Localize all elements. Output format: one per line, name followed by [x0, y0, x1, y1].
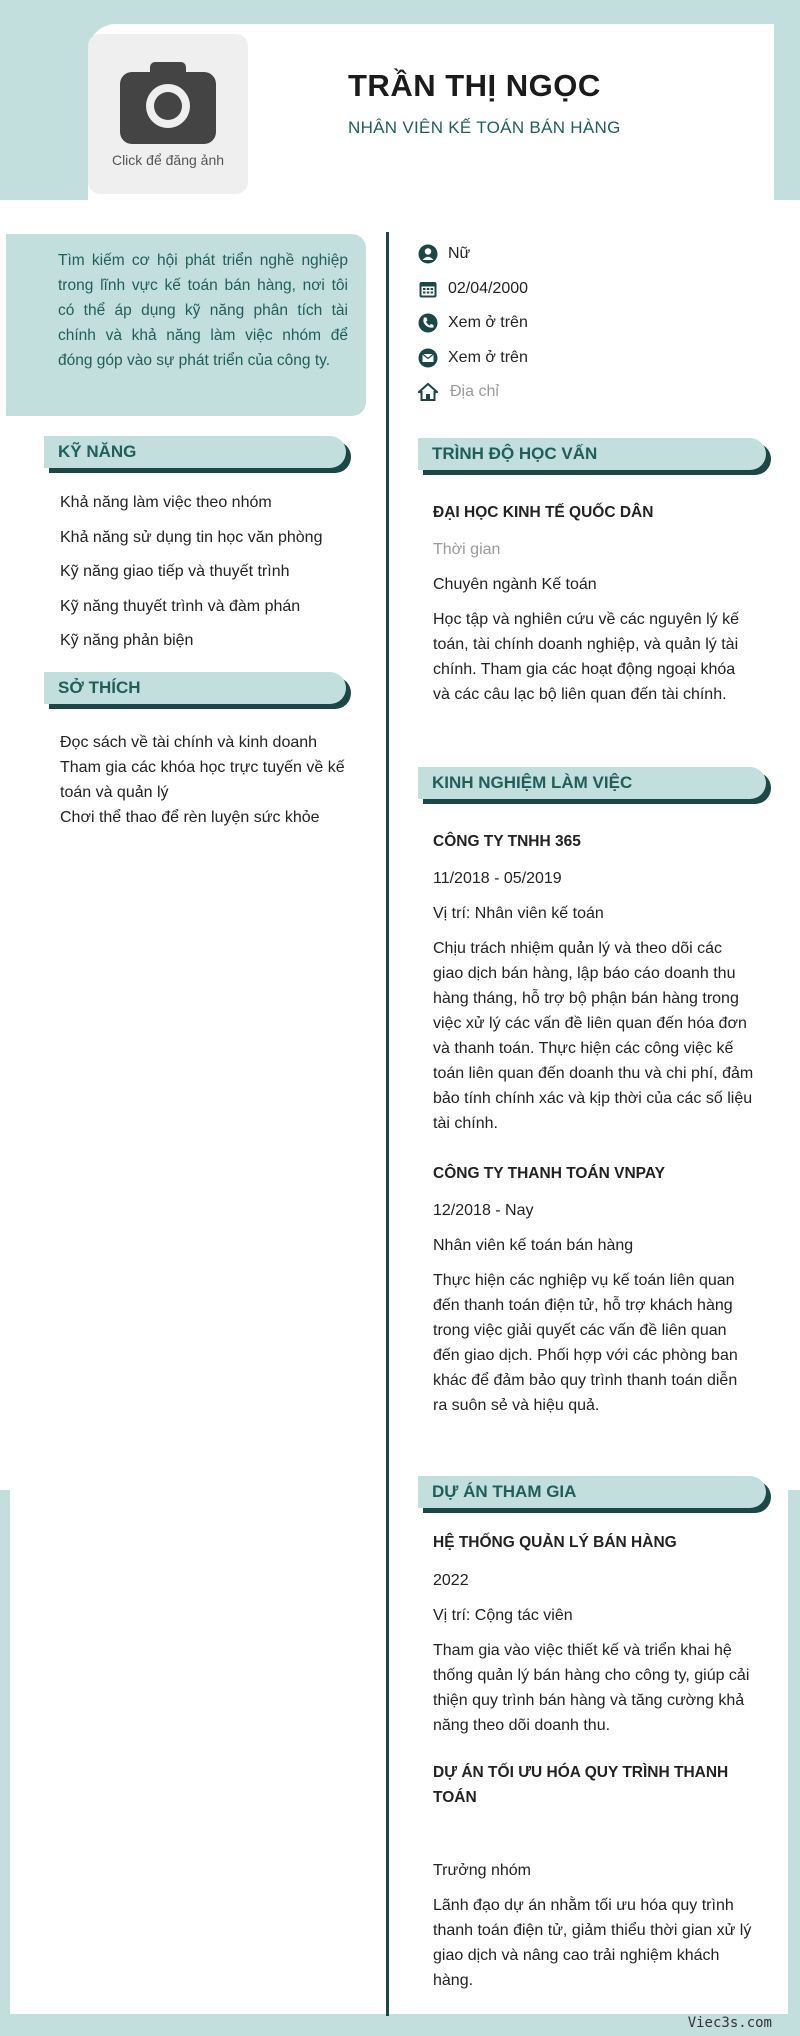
education-section-header: [418, 438, 766, 470]
column-divider: [386, 232, 389, 2016]
education-major: Chuyên ngành Kế toán: [433, 576, 597, 593]
header-notch: [0, 165, 70, 200]
skill-item: Kỹ năng phản biện: [60, 632, 194, 650]
projects-section-header: [418, 1476, 766, 1508]
project-year: 2022: [433, 1572, 469, 1589]
project-name: DỰ ÁN TỐI ƯU HÓA QUY TRÌNH THANH TOÁN: [433, 1764, 729, 1806]
experience-section-header: [418, 767, 766, 799]
contact-phone: [418, 313, 768, 348]
candidate-name: TRẦN THỊ NGỌC: [348, 68, 601, 103]
job-position: Nhân viên kế toán bán hàng: [433, 1237, 634, 1254]
project-description: Tham gia vào việc thiết kế và triển khai hệ thống quản lý bán hàng cho công ty, giúp cải thiện quy trình bán hàng và tăng cường khả năng theo dõi doanh thu.: [433, 1642, 750, 1734]
footer-bar: [0, 2014, 800, 2036]
phone-value: Xem ở trên: [448, 314, 528, 332]
project-role: Trưởng nhóm: [433, 1862, 531, 1879]
skills-section-header: [44, 436, 346, 468]
hobbies-title: SỞ THÍCH: [58, 678, 141, 697]
hobby-item: Đọc sách về tài chính và kinh doanh: [60, 734, 318, 751]
career-objective: Tìm kiếm cơ hội phát triển nghề nghiệp trong lĩnh vực kế toán bán hàng, nơi tôi có thể áp dụng kỹ năng phân tích tài chính và khả năng làm việc nhóm để đóng góp vào sự phát triển của công ty.: [6, 234, 366, 416]
hobby-item: Chơi thể thao để rèn luyện sức khỏe: [60, 809, 320, 826]
job-position: Vị trí: Nhân viên kế toán: [433, 905, 604, 922]
person-icon: [418, 244, 438, 264]
email-icon: [418, 348, 438, 368]
experience-title: KINH NGHIỆM LÀM VIỆC: [432, 773, 633, 792]
skill-item: Khả năng làm việc theo nhóm: [60, 494, 272, 511]
contact-birthday: [418, 279, 768, 314]
phone-icon: [418, 313, 438, 333]
project-role: Vị trí: Cộng tác viên: [433, 1607, 573, 1624]
skill-item: Kỹ năng thuyết trình và đàm phán: [60, 597, 301, 615]
contact-email: [418, 348, 768, 383]
contact-address: [418, 382, 768, 417]
job-company: CÔNG TY THANH TOÁN VNPAY: [433, 1165, 665, 1182]
camera-icon: [120, 60, 216, 144]
project-name: HỆ THỐNG QUẢN LÝ BÁN HÀNG: [433, 1534, 677, 1551]
watermark: Viec3s.com: [687, 2015, 772, 2031]
hobby-item: Tham gia các khóa học trực tuyến về kế toán và quản lý: [60, 759, 345, 801]
gender-value: Nữ: [448, 245, 471, 262]
skills-list: [60, 492, 360, 665]
contact-info: [418, 244, 768, 417]
education-time: Thời gian: [433, 541, 501, 558]
contact-gender: [418, 244, 768, 279]
skill-item: Kỹ năng giao tiếp và thuyết trình: [60, 563, 290, 581]
job-period: 11/2018 - 05/2019: [433, 870, 562, 887]
projects-title: DỰ ÁN THAM GIA: [432, 1482, 577, 1501]
home-icon: [418, 382, 438, 402]
calendar-icon: [418, 279, 438, 299]
skill-item: Khả năng sử dụng tin học văn phòng: [60, 528, 323, 546]
job-period: 12/2018 - Nay: [433, 1202, 534, 1219]
birthday-value: 02/04/2000: [448, 279, 529, 297]
hobbies-section-header: [44, 672, 346, 704]
address-value: Địa chỉ: [450, 383, 499, 401]
job-company: CÔNG TY TNHH 365: [433, 833, 581, 850]
hobbies-list: [60, 730, 360, 830]
job-title: NHÂN VIÊN KẾ TOÁN BÁN HÀNG: [348, 118, 621, 137]
photo-upload-label: Click để đăng ảnh: [111, 152, 225, 168]
left-border-decoration: [0, 1490, 10, 2036]
right-border-decoration: [788, 1490, 800, 2036]
job-description: Thực hiện các nghiệp vụ kế toán liên quan đến thanh toán điện tử, hỗ trợ khách hàng trong việc giải quyết các vấn đề liên quan đến giao dịch. Phối hợp với các phòng ban khác để đảm bảo quy trình thanh toán diễn ra suôn sẻ và hiệu quả.: [433, 1272, 738, 1414]
job-description: Chịu trách nhiệm quản lý và theo dõi các giao dịch bán hàng, lập báo cáo doanh thu hàng tháng, hỗ trợ bộ phận bán hàng trong việc xử lý các vấn đề liên quan đến hóa đơn và thanh toán. Thực hiện các công việc kế toán liên quan đến doanh thu và chi phí, đảm bảo tính chính xác và kịp thời của các số liệu tài chính.: [433, 940, 754, 1132]
photo-upload[interactable]: [88, 34, 248, 194]
email-value: Xem ở trên: [448, 348, 528, 366]
skills-title: KỸ NĂNG: [58, 442, 137, 461]
education-title: TRÌNH ĐỘ HỌC VẤN: [432, 444, 598, 463]
project-description: Lãnh đạo dự án nhằm tối ưu hóa quy trình thanh toán điện tử, giảm thiểu thời gian xử lý giao dịch và nâng cao trải nghiệm khách hàng.: [433, 1897, 752, 1989]
education-description: Học tập và nghiên cứu về các nguyên lý kế toán, tài chính doanh nghiệp, và quản lý tài chính. Tham gia các hoạt động ngoại khóa và các câu lạc bộ liên quan đến tài chính.: [433, 611, 739, 703]
education-school: ĐẠI HỌC KINH TẾ QUỐC DÂN: [433, 504, 654, 521]
header-cover: [0, 200, 800, 230]
